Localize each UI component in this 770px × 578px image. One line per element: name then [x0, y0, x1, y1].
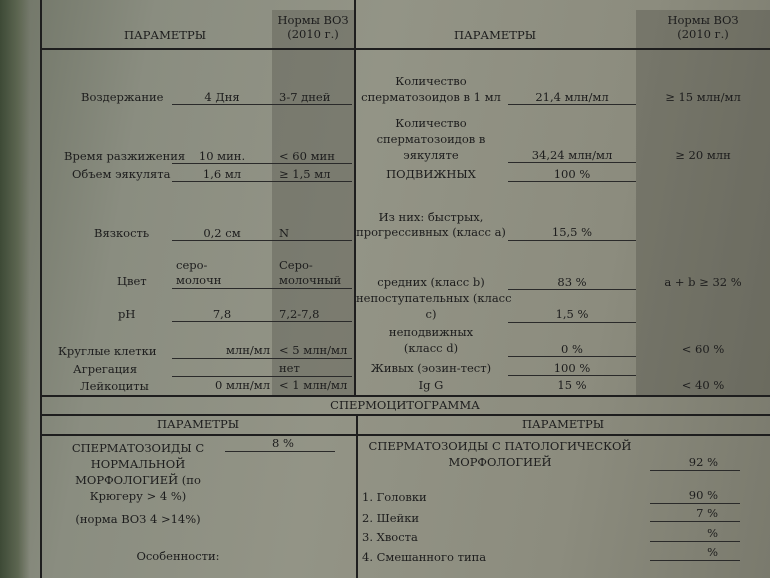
header-norm-left-2: (2010 г.)	[287, 27, 339, 41]
row-label-viscosity: Вязкость	[94, 226, 150, 240]
pathology-item-mixed-label: 4. Смешанного типа	[362, 550, 487, 564]
row-value-volume: 1,6 мл	[202, 167, 242, 181]
row-label-total-count-2: сперматозоидов в	[376, 132, 486, 146]
row-value-motile: 100 %	[553, 167, 591, 181]
row-label-abstinence: Воздержание	[81, 90, 164, 104]
underline	[508, 104, 636, 105]
norm-column-left-shade	[272, 10, 354, 395]
underline	[508, 356, 636, 357]
row-norm-leukocytes: < 1 млн/мл	[279, 378, 348, 392]
pathology-label-2: МОРФОЛОГИЕЙ	[448, 455, 552, 469]
row-norm-concentration: ≥ 15 млн/мл	[665, 90, 741, 104]
underline	[172, 376, 352, 377]
row-value-round-cells: млн/мл	[225, 343, 270, 357]
underline	[225, 451, 335, 452]
row-value-medium: 83 %	[557, 275, 587, 289]
normal-morphology-label-3: МОРФОЛОГИЕЙ (по	[75, 473, 201, 487]
norm-column-right-shade	[636, 10, 770, 395]
row-label-igg: Ig G	[418, 378, 444, 392]
spermocytogram-header-divider	[40, 434, 770, 436]
row-value-total-count: 34,24 млн/мл	[531, 148, 613, 162]
background-edge	[0, 0, 30, 578]
pathology-item-tail-label: 3. Хвоста	[362, 530, 418, 544]
underline	[508, 181, 636, 182]
underline	[508, 162, 636, 163]
row-value-immotile: 0 %	[561, 342, 583, 356]
pathology-item-tail-value: %	[707, 526, 718, 540]
row-label-live: Живых (эозин-тест)	[370, 361, 492, 375]
underline	[650, 470, 740, 471]
header-params-left: ПАРАМЕТРЫ	[123, 28, 207, 42]
spermocytogram-left-header: ПАРАМЕТРЫ	[156, 417, 240, 431]
row-norm-round-cells: < 5 млн/мл	[279, 343, 348, 357]
row-value-color-1: серо-	[176, 258, 208, 272]
underline	[508, 289, 636, 290]
row-label-nonprogressive-2: с)	[425, 307, 437, 321]
underline	[650, 560, 740, 561]
row-norm-medium: a + b ≥ 32 %	[664, 275, 742, 289]
row-label-immotile-1: неподвижных	[388, 325, 474, 339]
row-label-fast-2: прогрессивных (класс а)	[356, 225, 506, 239]
row-norm-color-2: молочный	[279, 273, 342, 287]
pathology-label-1: СПЕРМАТОЗОИДЫ С ПАТОЛОГИЧЕСКОЙ	[368, 439, 632, 453]
header-params-right: ПАРАМЕТРЫ	[453, 28, 537, 42]
row-value-leukocytes: 0 млн/мл	[214, 378, 270, 392]
row-label-concentration-2: сперматозоидов в 1 мл	[361, 90, 501, 104]
normal-morphology-label-1: СПЕРМАТОЗОИДЫ С	[71, 441, 205, 455]
underline	[172, 288, 352, 289]
underline	[650, 541, 740, 542]
row-label-liquefaction: Время разжижения	[64, 149, 186, 163]
spermocytogram-title-divider	[40, 414, 770, 416]
table-border-left	[40, 0, 42, 578]
row-value-concentration: 21,4 млн/мл	[535, 90, 609, 104]
section-divider	[40, 395, 770, 397]
underline	[172, 358, 352, 359]
pathology-item-head-value: 90 %	[688, 488, 718, 502]
row-label-volume: Объем эякулята	[72, 167, 171, 181]
pathology-item-neck-value: 7 %	[696, 506, 718, 520]
row-value-igg: 15 %	[557, 378, 587, 392]
spermocytogram-right-header: ПАРАМЕТРЫ	[521, 417, 605, 431]
row-value-viscosity: 0,2 см	[203, 226, 241, 240]
underline	[508, 240, 636, 241]
header-norm-right-1: Нормы ВОЗ	[667, 13, 739, 27]
row-value-ph: 7,8	[212, 307, 232, 321]
header-divider	[40, 48, 770, 50]
normal-morphology-label-2: НОРМАЛЬНОЙ	[90, 457, 186, 471]
underline	[172, 321, 352, 322]
row-label-concentration-1: Количество	[395, 74, 467, 88]
row-label-ph: pH	[118, 307, 136, 321]
row-norm-igg: < 40 %	[681, 378, 725, 392]
row-value-nonprogressive: 1,5 %	[555, 307, 589, 321]
row-norm-color-1: Серо-	[279, 258, 313, 272]
underline	[172, 181, 352, 182]
header-norm-right-2: (2010 г.)	[677, 27, 729, 41]
pathology-item-neck-label: 2. Шейки	[362, 511, 420, 525]
header-norm-left-1: Нормы ВОЗ	[277, 13, 349, 27]
pathology-item-head-label: 1. Головки	[362, 490, 427, 504]
row-norm-immotile: < 60 %	[681, 342, 725, 356]
row-norm-total-count: ≥ 20 млн	[675, 148, 731, 162]
underline	[650, 521, 740, 522]
row-label-color: Цвет	[117, 274, 147, 288]
row-norm-viscosity: N	[279, 226, 290, 240]
spermocytogram-title: СПЕРМОЦИТОГРАММА	[330, 398, 480, 412]
row-label-total-count-1: Количество	[395, 116, 467, 130]
pathology-value: 92 %	[688, 455, 718, 469]
row-label-round-cells: Круглые клетки	[58, 344, 157, 358]
underline	[172, 163, 352, 164]
spermocytogram-column-divider	[356, 414, 358, 578]
row-label-immotile-2: (класс d)	[403, 341, 459, 355]
row-norm-volume: ≥ 1,5 мл	[279, 167, 331, 181]
row-value-abstinence: 4 Дня	[204, 90, 240, 104]
underline	[650, 503, 740, 504]
row-norm-aggregation: нет	[279, 361, 300, 375]
row-label-leukocytes: Лейкоциты	[80, 379, 149, 393]
row-label-nonprogressive-1: непоступательных (класс	[356, 291, 512, 305]
row-label-fast-1: Из них: быстрых,	[378, 210, 484, 224]
row-label-total-count-3: эякуляте	[403, 148, 459, 162]
row-norm-ph: 7,2-7,8	[279, 307, 320, 321]
row-label-aggregation: Агрегация	[73, 362, 138, 376]
normal-morphology-value: 8 %	[272, 436, 294, 450]
normal-morphology-label-4: Крюгеру > 4 %)	[89, 489, 187, 503]
row-label-motile: ПОДВИЖНЫХ	[386, 167, 476, 181]
underline	[508, 375, 636, 376]
underline	[172, 240, 352, 241]
row-value-live: 100 %	[553, 361, 591, 375]
row-label-medium: средних (класс b)	[377, 275, 485, 289]
row-value-liquefaction: 10 мин.	[198, 149, 246, 163]
row-value-color-2: молочн	[176, 273, 222, 287]
row-value-fast: 15,5 %	[551, 225, 593, 239]
features-label: Особенности:	[136, 549, 220, 563]
pathology-item-mixed-value: %	[707, 545, 718, 559]
row-norm-liquefaction: < 60 мин	[279, 149, 335, 163]
row-norm-abstinence: 3-7 дней	[279, 90, 331, 104]
normal-morphology-label-5: (норма ВОЗ 4 >14%)	[75, 512, 201, 526]
underline	[508, 322, 636, 323]
underline	[172, 104, 352, 105]
